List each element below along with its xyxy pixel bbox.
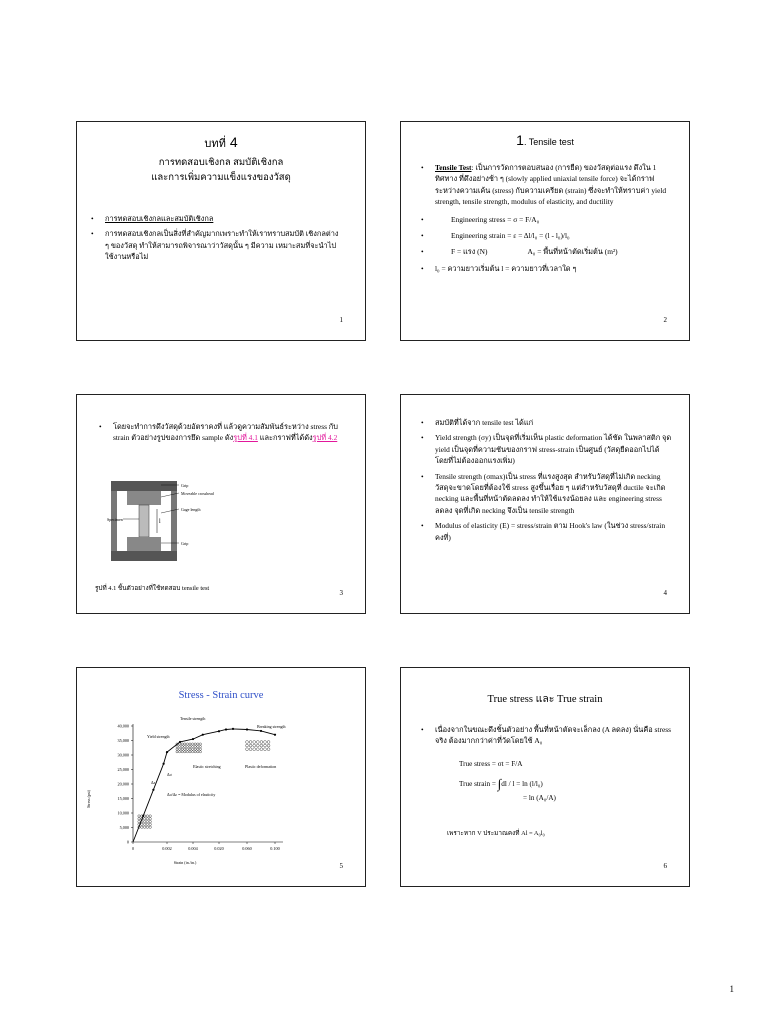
integral-symbol: ∫: [497, 776, 502, 791]
atom-circle: [181, 746, 183, 748]
slide-2-title: [401, 132, 689, 150]
x-tick-label: 0.100: [270, 846, 280, 851]
atom-circle: [143, 826, 145, 828]
slide-4-bullets: [421, 417, 675, 543]
x-axis-label: Strain (in./in.): [173, 860, 197, 865]
data-point: [179, 741, 181, 743]
atom-circle: [186, 751, 188, 753]
atom-circle: [184, 743, 186, 745]
top-grip: [127, 491, 161, 505]
slide-1-number: 1: [339, 316, 343, 324]
fig-label-grip-top: Grip: [181, 483, 189, 488]
slide-6-bullets: [421, 724, 677, 747]
atom-circle: [260, 741, 263, 744]
slide-6-number: 6: [663, 862, 667, 870]
atom-circle: [264, 744, 267, 747]
slide-2-eq-2: • Engineering strain = ε = Δl/l₀ = (l - l₀)/l₀: [421, 231, 570, 241]
atom-circle: [246, 741, 249, 744]
slide-2: [400, 121, 690, 341]
atom-circle: [176, 748, 178, 750]
annotation-delta-epsilon: Δε: [151, 780, 156, 785]
data-point: [202, 734, 204, 736]
slide-2-number: 2: [663, 316, 667, 324]
annotation-plastic-deformation: Plastic deformation: [245, 764, 277, 769]
atom-circle: [267, 744, 270, 747]
atom-circle: [186, 748, 188, 750]
atom-circle: [264, 748, 267, 751]
stress-strain-line: [133, 729, 275, 842]
atom-circle: [256, 748, 259, 751]
atom-circle: [194, 746, 196, 748]
data-point: [166, 751, 168, 753]
atom-circle: [197, 751, 199, 753]
atom-circle: [181, 751, 183, 753]
true-stress-equation: True stress = σt = F/A: [459, 760, 523, 768]
annotation-delta-sigma: Δσ: [167, 772, 172, 777]
annotation-tensile-strength: Tensile strength: [180, 716, 206, 721]
atom-circle: [186, 743, 188, 745]
slide-3-number: 3: [339, 589, 343, 597]
slide-1-subtitle-2: และการเพิ่มความแข็งแรงของวัสดุ: [151, 173, 291, 183]
atom-circle: [146, 823, 148, 825]
slide-2-title-text: . Tensile test: [523, 137, 574, 147]
slide-5-number: 5: [339, 862, 343, 870]
fig-label-l: l: [159, 519, 161, 525]
atom-circle: [179, 746, 181, 748]
atom-circle: [194, 743, 196, 745]
slide-4-bullet-4: • Modulus of elasticity (E) = stress/strain ตาม Hook's law (ในช่วง stress/strain คงที่): [421, 521, 666, 542]
data-point: [192, 738, 194, 740]
atom-circle: [260, 744, 263, 747]
y-tick-label: 0: [126, 839, 129, 845]
atom-circle: [179, 751, 181, 753]
atom-circle: [264, 741, 267, 744]
y-tick-label: 10,000: [117, 810, 129, 816]
stress-strain-chart: [85, 714, 295, 868]
y-tick-label: 30,000: [117, 752, 129, 758]
slide-3-bullets: [99, 421, 349, 444]
chart-title: Stress - Strain curve: [178, 690, 264, 701]
annotation-elastic-stretching: Elastic stretching: [193, 764, 221, 769]
atom-circle: [267, 741, 270, 744]
slide-1-title-label: บทที่: [204, 138, 226, 150]
slide-2-title-number: 1: [516, 132, 524, 148]
atom-circle: [146, 815, 148, 817]
slide-6-title: True stress และ True strain: [487, 694, 603, 705]
slide-2-bullets: [421, 162, 673, 274]
slide-1: [76, 121, 366, 341]
x-tick-label: 0.020: [214, 846, 224, 851]
atom-circle: [194, 751, 196, 753]
fig-label-crosshead: Moveable crosshead: [181, 491, 214, 496]
atom-circle: [149, 826, 151, 828]
true-strain-equation: True strain = ∫dl / l = ln (l/l₀): [459, 776, 543, 791]
figure-4-2-link[interactable]: รูปที่ 4.2: [312, 433, 338, 443]
slide-1-subtitle-1: การทดสอบเชิงกล สมบัติเชิงกล: [158, 158, 284, 168]
right-column: [171, 491, 177, 561]
atom-circle: [189, 751, 191, 753]
atom-circle: [253, 748, 256, 751]
slide-5: [76, 667, 366, 887]
figure-4-1-caption: รูปที่ 4.1 ชิ้นตัวอย่างที่ใช้ทดสอบ tensile test: [95, 585, 210, 592]
atom-circles: [138, 741, 270, 829]
data-point: [232, 728, 234, 730]
fig-label-specimen: Specimen: [107, 517, 123, 522]
data-point: [163, 763, 165, 765]
atom-circle: [146, 818, 148, 820]
slide-4: [400, 394, 690, 614]
true-strain-area-equation: = ln (A₀/A): [523, 794, 556, 802]
y-tick-label: 5,000: [119, 825, 129, 830]
x-tick-label: 0.060: [242, 846, 252, 851]
y-tick-label: 40,000: [117, 723, 129, 729]
slide-3-bullet-1: • โดยจะทำการดึงวัสดุด้วยอัตราคงที่ แล้วดูความสัมพันธ์ระหว่าง stress กับ strain ตัวอย่างรูปของการยึด sample ดังรูปที่ 4.1 และกราฟที่ได้ดังรูปที่ 4.2: [99, 422, 338, 443]
atom-circle: [179, 743, 181, 745]
top-crosshead: [111, 481, 177, 491]
atom-circle: [184, 751, 186, 753]
annotation-modulus: Δσ/Δε = Modulus of elasticity: [167, 792, 216, 797]
atom-circle: [249, 741, 252, 744]
slide-2-bullet-1: • Tensile Test: เป็นการวัดการตอบสนอง (การยืด) ของวัสดุต่อแรง ดึงใน 1 ทิศทาง ที่ดึงอย่างช้า ๆ (slowly applied uniaxial tensile force) จะได้กราฟระหว่างความเค้น (stress) กับความเครียด (strain) ซึ่งจะทำให้ทราบค่า yield strength, tensile strength, modulus of elasticity, and ductility: [421, 163, 667, 207]
atom-circle: [246, 744, 249, 747]
atom-circle: [199, 743, 201, 745]
y-tick-label: 20,000: [117, 781, 129, 787]
y-tick-label: 35,000: [117, 738, 129, 743]
slide-1-title: [77, 134, 365, 152]
atom-circle: [260, 748, 263, 751]
base: [111, 551, 177, 561]
slide-1-bullets: [91, 213, 341, 263]
atom-circle: [149, 815, 151, 817]
atom-circle: [138, 820, 140, 822]
atom-circle: [141, 826, 143, 828]
slide-4-bullet-3: • Tensile strength (σmax)เป็น stress ที่แรงสูงสุด สำหรับวัสดุที่ไม่เกิด necking วัสดุจะขาดโดยที่ต้องใช้ stress สูงขึ้นเรื่อย ๆ แต่สำหรับวัสดุที่ ductile จะเกิด necking และพื้นที่หน้าตัดลดลง ทำให้ใช้แรงน้อยลง และ engineering stress ลดลง จุดที่เกิด necking จึงเป็น tensile strength: [421, 471, 666, 515]
atom-circle: [146, 820, 148, 822]
x-tick-label: 0.004: [188, 846, 198, 851]
atom-circle: [179, 748, 181, 750]
y-axis-label: Stress (psi): [86, 790, 91, 808]
atom-circle: [256, 741, 259, 744]
atom-circle: [189, 748, 191, 750]
atom-circle: [149, 818, 151, 820]
atom-circle: [192, 746, 194, 748]
atom-circle: [199, 748, 201, 750]
specimen: [139, 505, 149, 537]
atom-circle: [199, 751, 201, 753]
atom-circle: [189, 743, 191, 745]
bottom-grip: [127, 537, 161, 551]
atom-circle: [192, 751, 194, 753]
atom-circle: [267, 748, 270, 751]
data-point: [225, 728, 227, 730]
data-point: [246, 728, 248, 730]
atom-circle: [146, 826, 148, 828]
slide-2-eq-1: • Engineering stress = σ = F/A₀: [421, 214, 540, 224]
atom-circle: [189, 746, 191, 748]
x-tick-label: 0: [131, 846, 135, 851]
atom-circle: [181, 748, 183, 750]
atom-circle: [249, 744, 252, 747]
slide-1-bullet-2: • การทดสอบเชิงกลเป็นสิ่งที่สำคัญมากเพราะทำให้เราทราบสมบัติ เชิงกลต่าง ๆ ของวัสดุ ทำให้สามารถพิจารณาว่าวัสดุนั้น ๆ มีความ เหมาะสมที่จะนำไปใช้งานหรือไม่: [91, 229, 339, 262]
data-point: [274, 734, 276, 736]
atom-circle: [186, 746, 188, 748]
atom-circle: [246, 748, 249, 751]
data-point: [260, 730, 262, 732]
data-point: [152, 789, 154, 791]
slide-4-number: 4: [663, 589, 667, 597]
fig-label-gage-length: Gage length: [181, 507, 201, 512]
slide-2-eq-3: • F = แรง (N) A₀ = พื้นที่หน้าตัดเริ่มต้น (m²): [421, 247, 618, 257]
atom-circle: [192, 743, 194, 745]
data-points: [142, 728, 276, 817]
figure-4-1-link[interactable]: รูปที่ 4.1: [233, 433, 258, 443]
atom-circle: [253, 744, 256, 747]
atom-circle: [143, 823, 145, 825]
slide-6: [400, 667, 690, 887]
slide-4-bullet-1: • สมบัติที่ได้จาก tensile test ได้แก่: [421, 418, 534, 427]
atom-circle: [197, 743, 199, 745]
x-tick-label: 0.002: [162, 846, 172, 851]
annotation-breaking-strength: Breaking strength: [257, 724, 286, 729]
slide-2-eq-4: • l₀ = ความยาวเริ่มต้น l = ความยาวที่เวลาใด ๆ: [421, 263, 577, 273]
constant-volume-note: เพราะหาก V ประมาณคงที่ Al = A₀l₀: [447, 830, 545, 837]
slide-4-bullet-2: • Yield strength (σy) เป็นจุดที่เริ่มเห็น plastic deformation ได้ชัด ในพลาสติก จุด yield เป็นจุดที่ความชันของกราฟ stress-strain เป็นศูนย์ (วัสดุยืดออกไปได้ โดยที่ไม่ต้องออกแรงเพิ่ม): [421, 433, 672, 466]
atom-circle: [143, 818, 145, 820]
atom-circle: [249, 748, 252, 751]
atom-circle: [194, 748, 196, 750]
slide-3: [76, 394, 366, 614]
slide-1-title-number: 4: [229, 134, 238, 150]
atom-circle: [149, 823, 151, 825]
page-number: 1: [729, 984, 734, 994]
atom-circle: [184, 746, 186, 748]
atom-circle: [176, 751, 178, 753]
left-column: [111, 491, 117, 561]
y-tick-label: 15,000: [117, 796, 129, 801]
tensile-specimen-figure: [105, 479, 215, 563]
atom-circle: [197, 748, 199, 750]
atom-circle: [181, 743, 183, 745]
annotation-yield-strength: Yield strength: [147, 734, 170, 739]
atom-circle: [138, 815, 140, 817]
data-point: [218, 730, 220, 732]
fig-label-grip-bottom: Grip: [181, 541, 189, 546]
atom-circle: [253, 741, 256, 744]
atom-circle: [141, 823, 143, 825]
atom-circle: [143, 820, 145, 822]
atom-circle: [192, 748, 194, 750]
slide-6-bullet-1: • เนื่องจากในขณะดึงชิ้นตัวอย่าง พื้นที่หน้าตัดจะเล็กลง (A ลดลง) นั่นคือ stress จริง ต้องมากกว่าค่าที่วัดโดยใช้ A₀: [421, 725, 671, 746]
atom-circle: [256, 744, 259, 747]
y-tick-label: 25,000: [117, 767, 129, 772]
atom-circle: [184, 748, 186, 750]
slide-1-bullet-1: • การทดสอบเชิงกลและสมบัติเชิงกล: [91, 214, 214, 223]
atom-circle: [149, 820, 151, 822]
atom-circle: [176, 746, 178, 748]
atom-circle: [199, 746, 201, 748]
atom-circle: [138, 818, 140, 820]
atom-circle: [197, 746, 199, 748]
